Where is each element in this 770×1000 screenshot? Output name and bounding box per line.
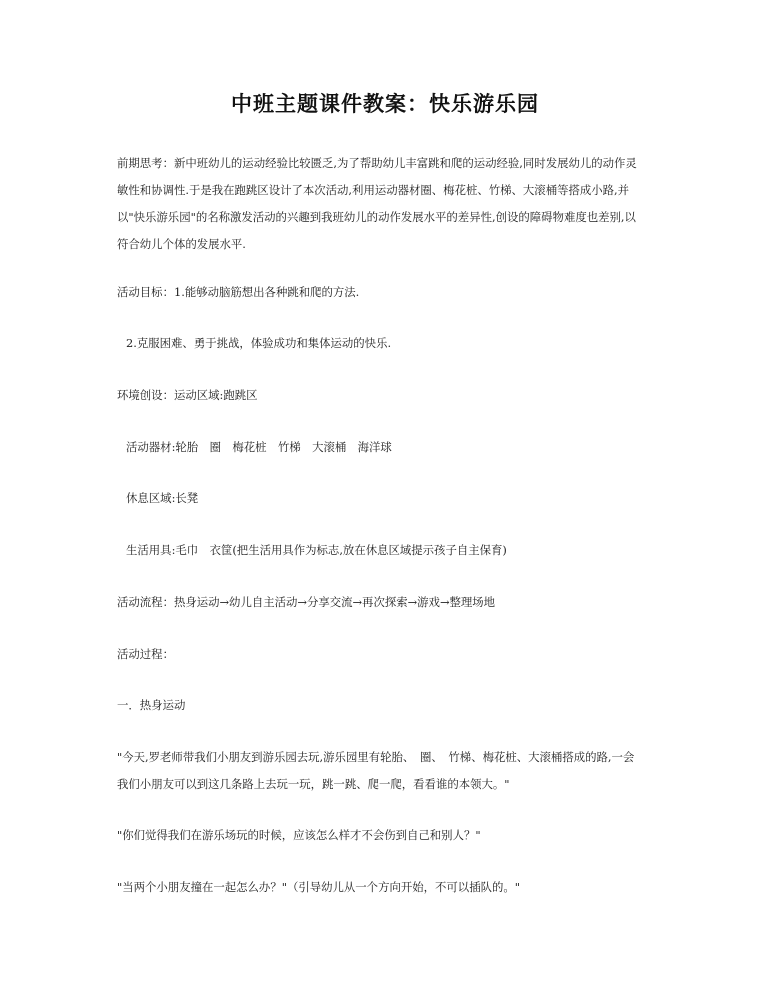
goal-line-2: 2.克服困难、勇于挑战，体验成功和集体运动的快乐. (126, 336, 392, 350)
goal-line-1: 活动目标：1.能够动脑筋想出各种跳和爬的方法. (117, 285, 360, 299)
section-heading-warmup: 一．热身运动 (117, 698, 186, 712)
environment-line-1: 环境创设：运动区域:跑跳区 (117, 388, 258, 402)
intro-line-1: 前期思考：新中班幼儿的运动经验比较匮乏,为了帮助幼儿丰富跳和爬的运动经验,同时发展幼儿的动作灵 (117, 156, 637, 170)
environment-line-2: 活动器材:轮胎 圈 梅花桩 竹梯 大滚桶 海洋球 (126, 440, 392, 454)
intro-line-2: 敏性和协调性.于是我在跑跳区设计了本次活动,利用运动器材圈、梅花桩、竹梯、大滚桶等搭成小路,并 (117, 183, 630, 197)
quote-paragraph-1 (117, 744, 657, 798)
intro-line-3: 以"快乐游乐园"的名称激发活动的兴趣到我班幼儿的动作发展水平的差异性,创设的障碍物难度也差别,以 (117, 210, 636, 224)
quote-paragraph-3: "当两个小朋友撞在一起怎么办？"（引导幼儿从一个方向开始，不可以插队的。" (117, 880, 521, 894)
quote-1-line-1: "今天,罗老师带我们小朋友到游乐园去玩,游乐园里有轮胎、 圈、 竹梯、梅花桩、大滚桶搭成的路,一会 (117, 750, 635, 764)
activity-flow: 活动流程：热身运动→幼儿自主活动→分享交流→再次探索→游戏→整理场地 (117, 595, 496, 609)
intro-paragraph (117, 150, 657, 258)
quote-paragraph-2: "你们觉得我们在游乐场玩的时候，应该怎么样才不会伤到自己和别人？" (117, 828, 481, 842)
environment-line-4: 生活用具:毛巾 衣筐(把生活用具作为标志,放在休息区域提示孩子自主保育) (126, 543, 507, 557)
quote-1-line-2: 我们小朋友可以到这几条路上去玩一玩，跳一跳、爬一爬，看看谁的本领大。" (117, 777, 510, 791)
process-label: 活动过程： (117, 647, 174, 661)
intro-line-4: 符合幼儿个体的发展水平. (117, 237, 246, 251)
document-title: 中班主题课件教案：快乐游乐园 (231, 91, 539, 116)
environment-line-3: 休息区域:长凳 (126, 491, 199, 505)
